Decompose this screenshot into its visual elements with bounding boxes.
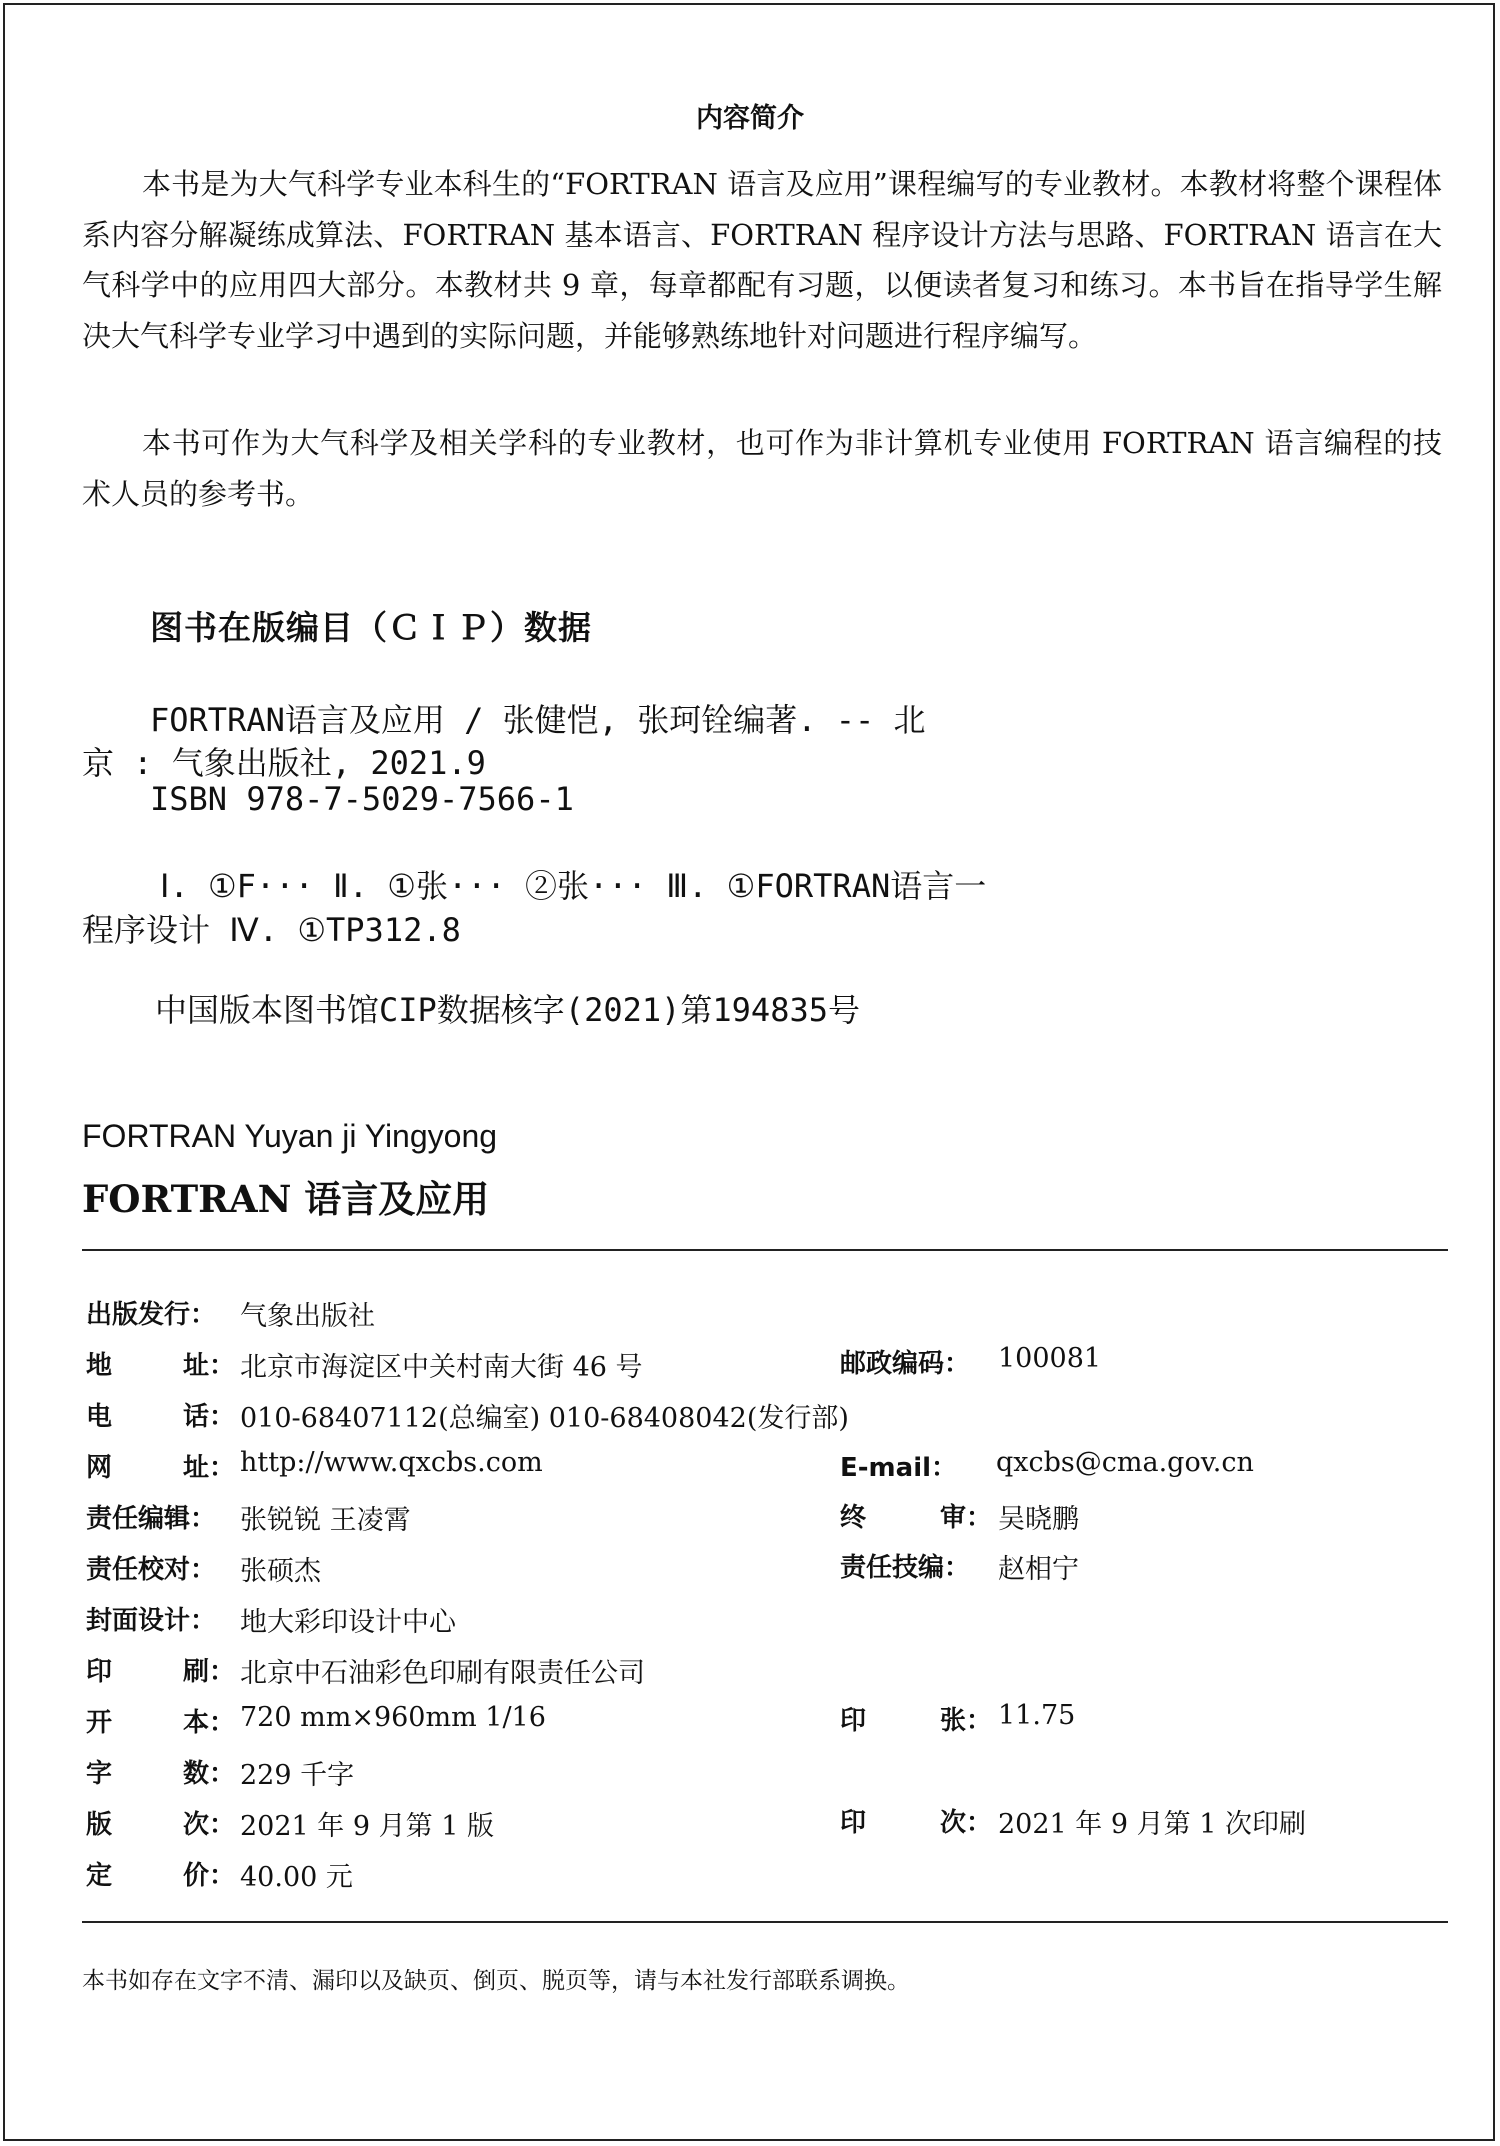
email-label: E-mail：	[840, 1453, 958, 1483]
cip-heading: 图书在版编目（ＣＩＰ）数据	[150, 608, 592, 647]
printer-value: 北京中石油彩色印刷有限责任公司	[240, 1658, 645, 1689]
proofreader-value: 张硕杰	[240, 1556, 321, 1587]
sheets-label-b: 张：	[940, 1706, 993, 1736]
sheets-value: 11.75	[998, 1700, 1076, 1731]
printer-label-a: 印	[86, 1657, 113, 1687]
email-value: qxcbs@cma.gov.cn	[996, 1447, 1254, 1478]
cover-design-value: 地大彩印设计中心	[240, 1607, 456, 1638]
summary-paragraph-2: 本书可作为大气科学及相关学科的专业教材，也可作为非计算机专业使用 FORTRAN 语言编程的技术人员的参考书。	[82, 426, 1442, 511]
divider-top	[82, 1249, 1448, 1251]
cover-design-label: 封面设计：	[86, 1606, 217, 1636]
edition-label-b: 次：	[183, 1810, 236, 1840]
editor-value: 张锐锐 王凌霄	[240, 1505, 411, 1536]
final-review-value: 吴晓鹏	[998, 1504, 1079, 1535]
editor-label: 责任编辑：	[86, 1504, 217, 1534]
cip-line-title: FORTRAN语言及应用 / 张健恺, 张珂铨编著. -- 北	[150, 701, 926, 739]
cip-line-classification: Ⅰ. ①F··· Ⅱ. ①张··· ②张··· Ⅲ. ①FORTRAN语言一	[160, 867, 987, 905]
printer-label-b: 刷：	[183, 1657, 236, 1687]
word-count-label-a: 字	[86, 1759, 113, 1789]
printing-value: 2021 年 9 月第 1 次印刷	[998, 1809, 1306, 1840]
price-value: 40.00 元	[240, 1862, 353, 1893]
price-label-a: 定	[86, 1861, 113, 1891]
edition-value: 2021 年 9 月第 1 版	[240, 1811, 494, 1842]
publisher-value: 气象出版社	[240, 1301, 375, 1332]
phone-label-a: 电	[86, 1402, 113, 1432]
address-label-b: 址：	[183, 1351, 236, 1381]
edition-label-a: 版	[86, 1810, 113, 1840]
proofreader-label: 责任校对：	[86, 1555, 217, 1585]
summary-title: 内容简介	[696, 103, 804, 134]
summary-paragraph-1: 本书是为大气科学专业本科生的“FORTRAN 语言及应用”课程编写的专业教材。本教材将整个课程体系内容分解凝练成算法、FORTRAN 基本语言、FORTRAN 程序设计方法与思路、FORTRAN 语言在大气科学中的应用四大部分。本教材共 9 章，每章都配有习题，以便读者复习和练习。本书旨在指导学生解决大气科学专业学习中遇到的实际问题，并能够熟练地针对问题进行程序编写。	[82, 167, 1442, 353]
cip-line-classification-cont: 程序设计 Ⅳ. ①TP312.8	[82, 911, 461, 949]
format-label-b: 本：	[183, 1708, 236, 1738]
technical-editor-label: 责任技编：	[840, 1553, 971, 1583]
website-value: http://www.qxcbs.com	[240, 1447, 543, 1478]
format-value: 720 mm×960mm 1/16	[240, 1702, 546, 1733]
phone-label-b: 话：	[183, 1402, 236, 1432]
cip-line-isbn: ISBN 978-7-5029-7566-1	[150, 780, 574, 818]
postcode-label: 邮政编码：	[840, 1349, 971, 1379]
printing-label-b: 次：	[940, 1808, 993, 1838]
cip-record-number: 中国版本图书馆CIP数据核字(2021)第194835号	[155, 991, 860, 1029]
publisher-label: 出版发行：	[86, 1300, 217, 1330]
book-title: FORTRAN 语言及应用	[82, 1177, 490, 1221]
final-review-label-b: 审：	[940, 1503, 993, 1533]
final-review-label-a: 终	[840, 1503, 867, 1533]
divider-bottom	[82, 1921, 1448, 1923]
website-label-a: 网	[86, 1453, 113, 1483]
phone-value: 010-68407112(总编室) 010-68408042(发行部)	[240, 1403, 849, 1434]
postcode-value: 100081	[998, 1343, 1102, 1374]
technical-editor-value: 赵相宁	[998, 1554, 1079, 1585]
address-label-a: 地	[86, 1351, 113, 1381]
printing-label-a: 印	[840, 1808, 867, 1838]
sheets-label-a: 印	[840, 1706, 867, 1736]
word-count-value: 229 千字	[240, 1760, 355, 1791]
website-label-b: 址：	[183, 1453, 236, 1483]
address-value: 北京市海淀区中关村南大街 46 号	[240, 1352, 643, 1383]
price-label-b: 价：	[183, 1861, 236, 1891]
book-pinyin-title: FORTRAN Yuyan ji Yingyong	[82, 1118, 498, 1154]
word-count-label-b: 数：	[183, 1759, 236, 1789]
footer-note: 本书如存在文字不清、漏印以及缺页、倒页、脱页等，请与本社发行部联系调换。	[82, 1968, 910, 1994]
format-label-a: 开	[86, 1708, 113, 1738]
cip-line-publisher: 京 : 气象出版社, 2021.9	[82, 744, 486, 782]
